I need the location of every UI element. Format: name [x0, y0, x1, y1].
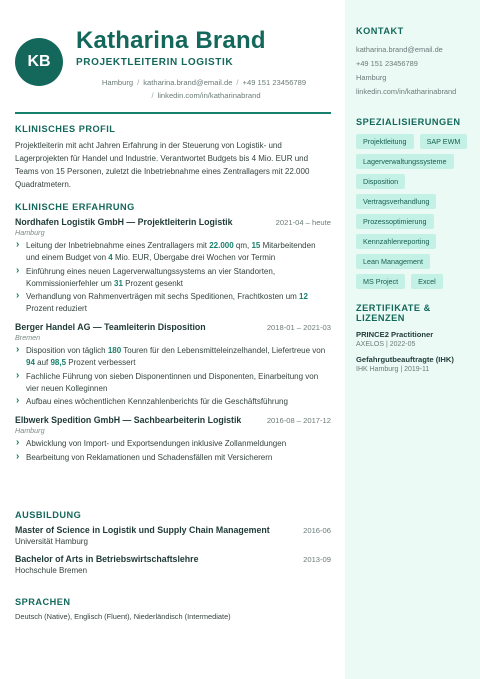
bullet-text: Mio. EUR, Übergabe drei Wochen vor Termin — [112, 253, 276, 262]
bullet-text: Prozent reduziert — [26, 304, 87, 314]
highlight-number: 94 — [26, 358, 35, 368]
experience-heading: KLINISCHE ERFAHRUNG — [15, 202, 135, 212]
skills-heading: SPEZIALISIERUNGEN — [356, 117, 461, 127]
skill-tag: Lagerverwaltungssysteme — [356, 154, 454, 169]
skill-tag: Excel — [411, 274, 443, 289]
job-location: Hamburg — [15, 426, 45, 436]
certificates-heading: ZERTIFIKATE & LIZENZEN — [356, 303, 431, 323]
highlight-number: 12 — [299, 292, 308, 302]
highlight-number: 15 — [251, 241, 261, 250]
languages-text: Deutsch (Native), Englisch (Fluent), Niederländisch (Intermediate) — [15, 612, 231, 621]
job-bullet — [15, 291, 331, 315]
job-dates: 2021-04 – heute — [275, 218, 331, 227]
skill-tag: SAP EWM — [420, 134, 468, 149]
header-linkedin-link[interactable]: linkedin.com/in/katharinabrand — [157, 91, 261, 100]
contact-location: Hamburg — [356, 73, 387, 82]
job-location: Bremen — [15, 333, 41, 343]
skill-tag: Vertragsverhandlung — [356, 194, 436, 209]
bullet-text: auf — [34, 358, 51, 368]
skill-tag: Projektleitung — [356, 134, 414, 149]
header-location: Hamburg — [101, 78, 134, 87]
skill-tag: Lean Management — [356, 254, 430, 269]
profile-section — [15, 124, 331, 191]
bullet-text: Prozent verbessert — [66, 358, 136, 368]
education-degree: Master of Science in Logistik und Supply Chain Management — [15, 525, 270, 535]
certificate-name: PRINCE2 Practitioner — [356, 330, 434, 339]
contact-email-link[interactable]: katharina.brand@email.de — [356, 45, 443, 54]
skill-tag: Prozessoptimierung — [356, 214, 434, 229]
contact-linkedin-link[interactable]: linkedin.com/in/katharinabrand — [356, 87, 457, 96]
contact-heading: KONTAKT — [356, 26, 404, 36]
profile-text: Projektleiterin mit acht Jahren Erfahrung in der Steuerung von Logistik- und Lagerprojekten für Handel und Industrie. Verantwortet Budgets bis 4 Mio. EUR und Teams von 15 Personen, zuletzt die Inbetriebnahme eines Zentrallagers mit 22.000 Quadratmetern. — [15, 141, 310, 189]
header-contact-line: Hamburg / katharina.brand@email.de / +49 151 23456789 / linkedin.com/in/katharinabrand — [101, 78, 307, 100]
education-heading: AUSBILDUNG — [15, 510, 82, 520]
certificate-item — [356, 355, 470, 373]
certificate-name: Gefahrgutbeauftragte (IHK) — [356, 355, 454, 364]
job-bullet-list — [15, 240, 331, 315]
bullet-text: Mitarbeitenden und einem Budget von — [26, 241, 316, 262]
languages-heading: SPRACHEN — [15, 597, 71, 607]
bullet-text: Prozent gesenkt — [122, 278, 183, 288]
highlight-number: 180 — [107, 346, 122, 356]
job-bullet — [15, 452, 331, 464]
job-entry — [15, 322, 331, 408]
skill-tag: Kennzahlenreporting — [356, 234, 436, 249]
education-degree: Bachelor of Arts in Betriebswirtschaftslehre — [15, 554, 199, 564]
job-list — [15, 217, 331, 464]
skill-tag: MS Project — [356, 274, 405, 289]
highlight-number: 4 — [108, 253, 113, 262]
header-divider — [15, 112, 331, 114]
job-title: Elbwerk Spedition GmbH — Sachbearbeiterin Logistik — [15, 415, 242, 426]
header-phone[interactable]: +49 151 23456789 — [242, 78, 307, 87]
job-dates: 2018-01 – 2021-03 — [266, 323, 331, 333]
contact-phone[interactable]: +49 151 23456789 — [356, 59, 418, 68]
profile-heading: KLINISCHES PROFIL — [15, 124, 116, 134]
bullet-text: Verhandlung von Rahmenverträgen mit sechs Speditionen, Frachtkosten um — [26, 292, 300, 302]
education-date: 2013-09 — [303, 555, 331, 564]
bullet-text: Aufbau eines wöchentlichen Kennzahlenberichts für die Geschäftsführung — [26, 397, 288, 407]
highlight-number: 31 — [114, 278, 123, 288]
highlight-number: 98,5 — [50, 358, 67, 368]
contact-list — [356, 43, 470, 99]
job-entry — [15, 415, 331, 464]
education-school: Hochschule Bremen — [15, 566, 88, 575]
job-bullet-list — [15, 345, 331, 408]
job-bullet-list — [15, 438, 331, 464]
education-date: 2016-06 — [303, 526, 331, 535]
highlight-number: 22.000 — [209, 241, 234, 250]
bullet-text: qm, — [233, 241, 252, 250]
education-section — [15, 510, 331, 583]
bullet-text: Bearbeitung von Reklamationen und Schadensfällen mit Versicherern — [26, 452, 273, 462]
job-bullet — [15, 396, 331, 408]
job-title: Berger Handel AG — Teamleiterin Disposition — [15, 322, 206, 333]
education-item — [15, 525, 331, 546]
job-entry — [15, 217, 331, 315]
certificate-item — [356, 330, 470, 348]
job-bullet — [15, 345, 331, 369]
sidebar — [345, 0, 480, 679]
job-bullet — [15, 371, 331, 395]
bullet-text: Disposition von täglich — [26, 346, 108, 356]
experience-section — [15, 202, 331, 471]
certificate-meta: IHK Hamburg | 2019-11 — [356, 366, 430, 373]
job-location: Hamburg — [15, 228, 45, 237]
job-bullet — [15, 438, 331, 450]
languages-section — [15, 597, 331, 621]
job-role: PROJEKTLEITERIN LOGISTIK — [76, 57, 234, 68]
job-title: Nordhafen Logistik GmbH — Projektleiterin Logistik — [15, 217, 233, 227]
job-bullet — [15, 240, 331, 264]
job-bullet — [15, 266, 331, 290]
bullet-text: Touren für den Lebensmitteleinzelhandel, Liefertreue von — [121, 346, 326, 356]
skill-tag: Disposition — [356, 174, 405, 189]
bullet-text: Einführung eines neuen Lagerverwaltungssystems an vier Standorten, Kommissionierfehler um — [26, 266, 276, 288]
bullet-text: Abwicklung von Import- und Exportsendungen inklusive Zollanmeldungen — [26, 439, 287, 449]
avatar: KB — [15, 38, 63, 86]
education-item — [15, 554, 331, 575]
candidate-name: Katharina Brand — [76, 27, 266, 54]
certificate-meta: AXELOS | 2022-05 — [356, 341, 416, 348]
resume-header — [15, 0, 331, 112]
skills-tag-list — [356, 134, 470, 289]
job-dates: 2016-08 – 2017-12 — [266, 416, 331, 426]
bullet-text: Fachliche Führung von sieben Disponentinnen und Disponenten, Einarbeitung von vier neuen Kolleginnen — [26, 371, 319, 393]
bullet-text: Leitung der Inbetriebnahme eines Zentrallagers mit — [26, 241, 210, 250]
header-email-link[interactable]: katharina.brand@email.de — [143, 78, 233, 87]
education-school: Universität Hamburg — [15, 537, 88, 546]
